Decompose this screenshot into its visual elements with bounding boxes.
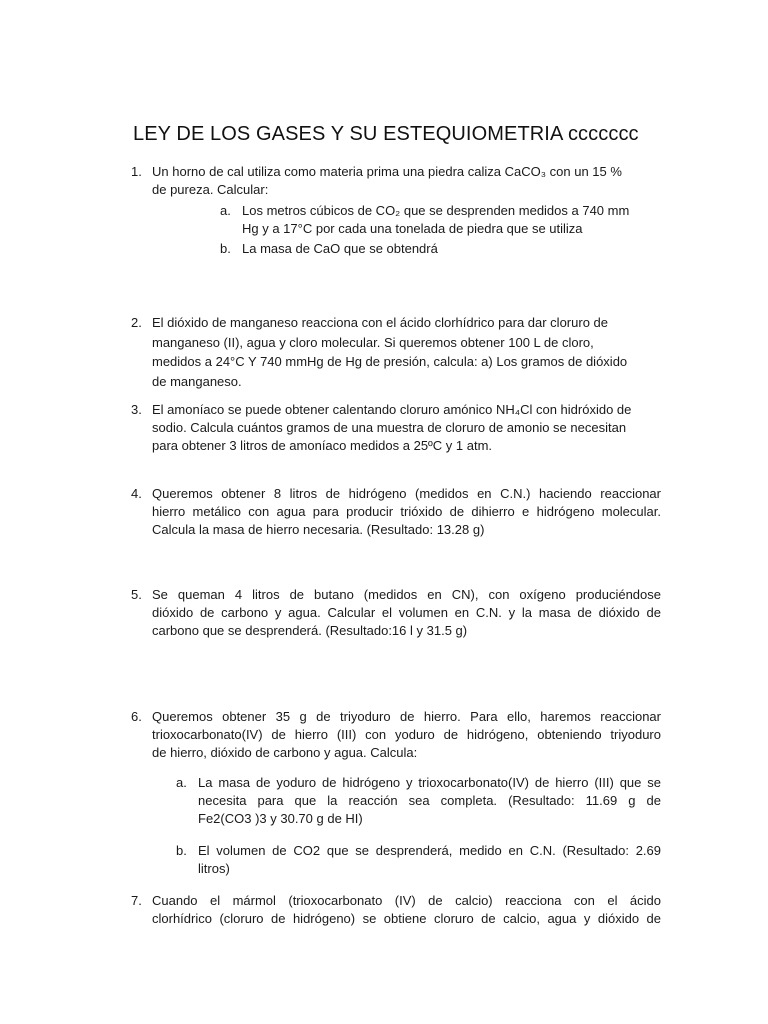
item-line: para obtener 3 litros de amoníaco medidos a 25ºC y 1 atm.: [152, 438, 493, 453]
item-text: [152, 401, 661, 455]
page-title: LEY DE LOS GASES Y SU ESTEQUIOMETRIA ccccccc: [133, 123, 639, 145]
item-line: manganeso (II), agua y cloro molecular. Si queremos obtener 100 L de cloro,: [152, 334, 594, 350]
item-number: 4.: [131, 486, 142, 501]
item-line: carbono que se desprenderá. (Resultado:16 l y 31.5 g): [152, 623, 468, 638]
item-line: hierro metálico con agua para producir trióxido de dihierro e hidrógeno molecular.: [152, 504, 661, 519]
subitem-6b: [176, 842, 661, 878]
subitem-text: [198, 842, 661, 878]
item-line: Queremos obtener 35 g de triyoduro de hierro. Para ello, haremos reaccionar: [152, 709, 661, 724]
list-item-1: [131, 163, 661, 199]
item-line: clorhídrico (cloruro de hidrógeno) se obtiene cloruro de calcio, agua y dióxido de: [152, 911, 661, 926]
subitem-letter: b.: [176, 843, 187, 858]
item-number: 3.: [131, 402, 142, 417]
item-line: de manganeso.: [152, 373, 242, 389]
item-number: 2.: [131, 315, 142, 330]
item-line: El amoníaco se puede obtener calentando cloruro amónico NH₄Cl con hidróxido de: [152, 402, 632, 417]
item-line: sodio. Calcula cuántos gramos de una muestra de cloruro de amonio se necesitan: [152, 420, 627, 435]
subitem-line: Hg y a 17°C por cada una tonelada de piedra que se utiliza: [242, 221, 583, 236]
list-item-4: [131, 485, 661, 539]
item-line: Cuando el mármol (trioxocarbonato (IV) de calcio) reacciona con el ácido: [152, 893, 661, 908]
subitem-letter: b.: [220, 241, 231, 256]
subitem-1b: [220, 240, 660, 258]
list-item-5: [131, 586, 661, 640]
item-line: trioxocarbonato(IV) de hierro (III) con yoduro de hidrógeno, obteniendo triyoduro: [152, 727, 661, 742]
item-number: 1.: [131, 164, 142, 179]
item-line: dióxido de carbono y agua. Calcular el volumen en C.N. y la masa de dióxido de: [152, 605, 661, 620]
subitem-1a: [220, 202, 660, 238]
item-line: El dióxido de manganeso reacciona con el ácido clorhídrico para dar cloruro de: [152, 315, 608, 330]
item-line: medidos a 24°C Y 740 mmHg de Hg de presión, calcula: a) Los gramos de dióxido: [152, 354, 628, 369]
item-text: [152, 892, 661, 928]
list-item-6: [131, 708, 661, 762]
subitem-letter: a.: [220, 203, 231, 218]
item-text: [152, 586, 661, 640]
item-line: de pureza. Calcular:: [152, 182, 269, 197]
subitem-line: La masa de CaO que se obtendrá: [242, 241, 438, 256]
subitem-line: Los metros cúbicos de CO₂ que se desprenden medidos a 740 mm: [242, 203, 630, 218]
item-line: Se queman 4 litros de butano (medidos en CN), con oxígeno produciéndose: [152, 587, 661, 602]
subitem-line: El volumen de CO2 que se desprenderá, medido en C.N. (Resultado: 2.69: [198, 843, 661, 858]
item-line: Queremos obtener 8 litros de hidrógeno (medidos en C.N.) haciendo reaccionar: [152, 486, 661, 501]
item-number: 6.: [131, 709, 142, 724]
item-number: 5.: [131, 587, 142, 602]
subitem-6a: [176, 774, 661, 828]
subitem-text: [242, 240, 660, 258]
item-line: Calcula la masa de hierro necesaria. (Resultado: 13.28 g): [152, 522, 485, 537]
subitem-line: necesita para que la reacción sea completa. (Resultado: 11.69 g de: [198, 793, 661, 808]
item-text: [152, 708, 661, 762]
item-text: [152, 485, 661, 539]
subitem-letter: a.: [176, 775, 187, 790]
item-text: [152, 163, 661, 199]
item-text: [152, 313, 661, 391]
subitem-line: La masa de yoduro de hidrógeno y trioxocarbonato(IV) de hierro (III) que se: [198, 775, 661, 790]
list-item-2: [131, 313, 661, 391]
subitem-line: litros): [198, 861, 230, 876]
item-line: Un horno de cal utiliza como materia prima una piedra caliza CaCO₃ con un 15 %: [152, 164, 622, 179]
list-item-3: [131, 401, 661, 455]
list-item-7: [131, 892, 661, 928]
subitem-line: Fe2(CO3 )3 y 30.70 g de HI): [198, 811, 363, 826]
item-line: de hierro, dióxido de carbono y agua. Calcula:: [152, 745, 418, 760]
subitem-text: [198, 774, 661, 828]
subitem-text: [242, 202, 660, 238]
item-number: 7.: [131, 893, 142, 908]
